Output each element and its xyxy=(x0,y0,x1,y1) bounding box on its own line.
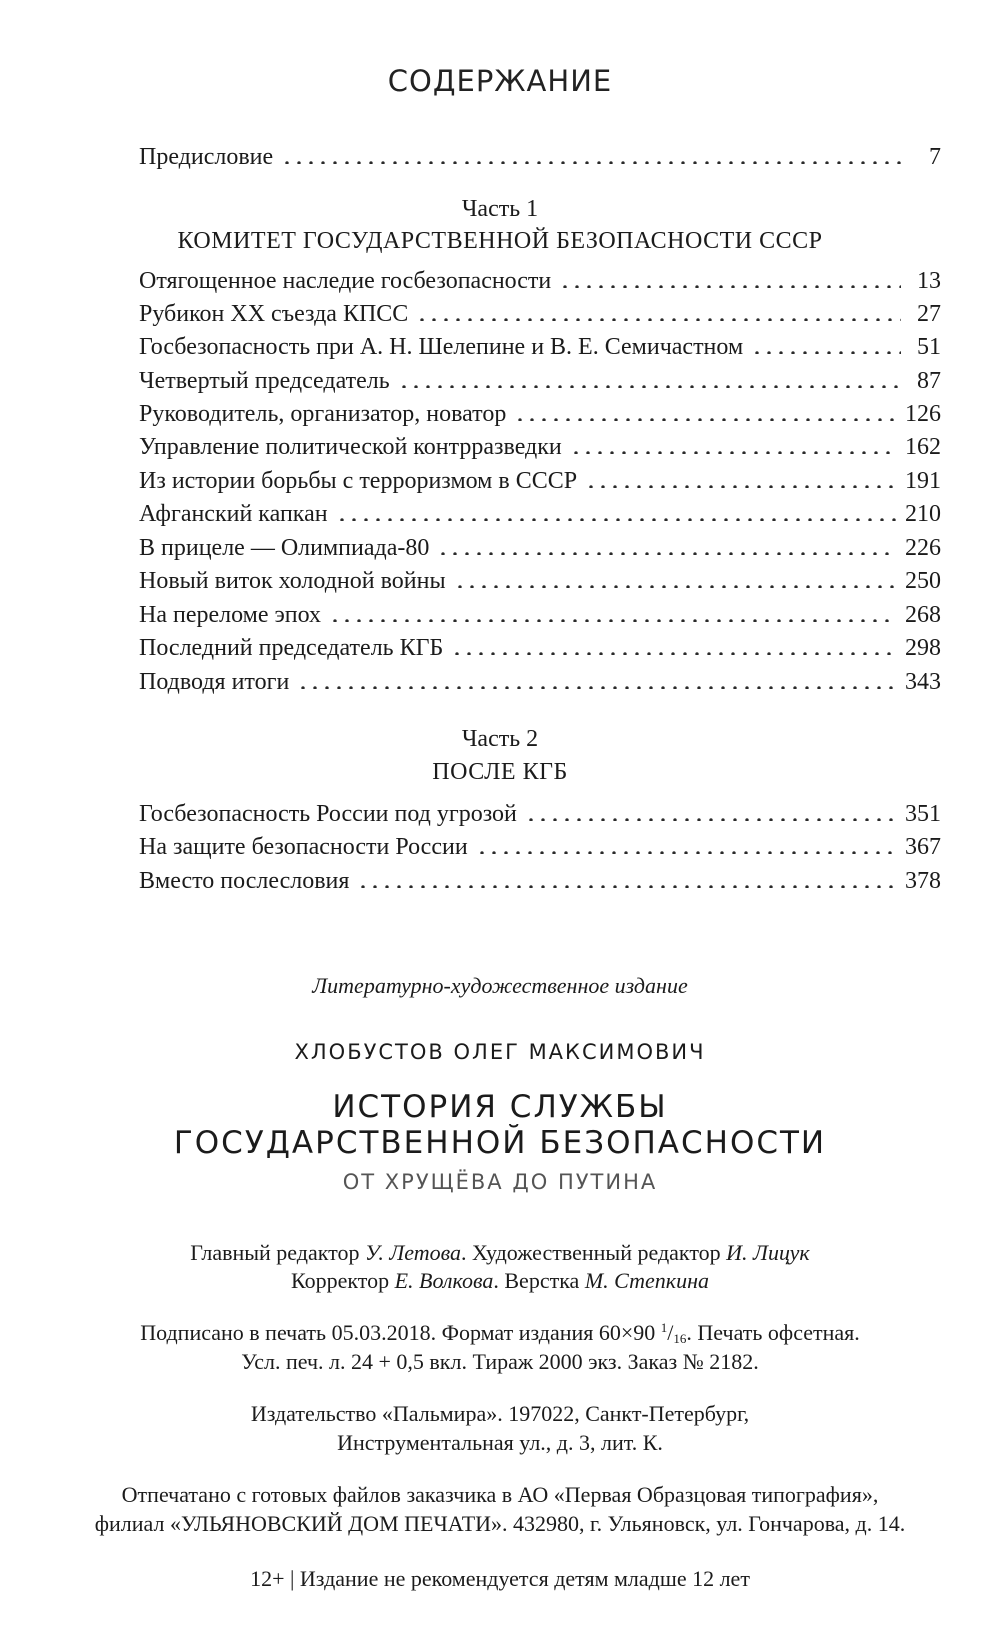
toc-entry-title: В прицеле — Олимпиада-80 xyxy=(139,535,430,561)
toc-entry-title: Руководитель, организатор, новатор xyxy=(139,401,507,427)
book-title-line1: ИСТОРИЯ СЛУЖБЫ xyxy=(332,1089,668,1125)
printer-line2: филиал «УЛЬЯНОВСКИЙ ДОМ ПЕЧАТИ». 432980, г. Ульяновск, ул. Гончарова, д. 14. xyxy=(94,1511,906,1536)
toc-entry xyxy=(139,568,941,602)
toc-entry-page: 51 xyxy=(917,334,941,360)
dot-leader xyxy=(357,870,897,888)
print-info-text-end: . Печать офсетная. xyxy=(686,1320,860,1345)
chief-editor-label: Главный редактор xyxy=(190,1240,360,1265)
toc-entry-title: Новый виток холодной войны xyxy=(139,568,446,594)
toc-entry-page: 298 xyxy=(905,635,941,661)
dot-leader xyxy=(336,503,897,521)
toc-entry xyxy=(139,368,941,402)
dot-leader xyxy=(398,370,901,388)
print-info-line1 xyxy=(0,1320,1000,1347)
toc-entry-title: На переломе эпох xyxy=(139,602,322,628)
toc-entry-title: Последний председатель КГБ xyxy=(139,635,444,661)
toc-entry-page: 162 xyxy=(905,434,941,460)
toc-entry-page: 268 xyxy=(905,602,941,628)
toc-entry xyxy=(139,602,941,636)
part1-label: Часть 1 xyxy=(461,196,539,222)
book-title-line2: ГОСУДАРСТВЕННОЙ БЕЗОПАСНОСТИ xyxy=(173,1125,827,1161)
part2-label: Часть 2 xyxy=(461,726,539,752)
toc-entry xyxy=(139,468,941,502)
art-editor-name: И. Лицук xyxy=(726,1240,810,1265)
toc-entry-title: Афганский капкан xyxy=(139,501,328,527)
format-denominator: 16 xyxy=(673,1331,687,1346)
toc-entry xyxy=(139,801,941,835)
age-rating-badge: 12+ xyxy=(250,1566,285,1591)
corrector-label: Корректор xyxy=(291,1268,390,1293)
dot-leader xyxy=(297,671,897,689)
toc-entry xyxy=(139,868,941,902)
corrector-name: Е. Волкова xyxy=(394,1268,494,1293)
dot-leader xyxy=(416,303,901,321)
toc-entry-page: 27 xyxy=(917,301,941,327)
toc-entry-title: Вместо послесловия xyxy=(139,868,350,894)
dot-leader xyxy=(570,436,897,454)
layout-person-name: М. Степкина xyxy=(584,1268,709,1293)
publisher-line1: Издательство «Пальмира». 197022, Санкт-Петербург, xyxy=(250,1401,750,1426)
toc-entry-page: 87 xyxy=(917,368,941,394)
genre-note: Литературно-художественное издание xyxy=(312,973,688,998)
toc-entry-page: 226 xyxy=(905,535,941,561)
dot-leader xyxy=(329,604,897,622)
toc-entry-page: 210 xyxy=(905,501,941,527)
editors-line1: Главный редактор У. Летова. Художественный редактор И. Лицук xyxy=(190,1240,810,1265)
toc-entry-title: Подводя итоги xyxy=(139,669,290,695)
toc-entry-page: 250 xyxy=(905,568,941,594)
layout-label: Верстка xyxy=(504,1268,580,1293)
toc-entry xyxy=(139,669,941,703)
toc-entry-page: 191 xyxy=(905,468,941,494)
toc-entry-title: Рубикон XX съезда КПСС xyxy=(139,301,409,327)
toc-entry-page: 7 xyxy=(929,144,941,170)
toc-entry-page: 367 xyxy=(905,834,941,860)
art-editor-label: Художественный редактор xyxy=(472,1240,721,1265)
dot-leader xyxy=(751,336,901,354)
toc-entry-page: 343 xyxy=(905,669,941,695)
format-slash: / xyxy=(667,1320,674,1345)
print-info-text: Подписано в печать 05.03.2018. Формат издания 60×90 xyxy=(140,1320,656,1345)
part2-title: ПОСЛЕ КГБ xyxy=(432,759,568,785)
dot-leader xyxy=(454,570,897,588)
book-subtitle: ОТ ХРУЩЁВА ДО ПУТИНА xyxy=(342,1170,658,1194)
toc-entry xyxy=(139,535,941,569)
toc-entry xyxy=(139,501,941,535)
toc-entry xyxy=(139,268,941,302)
editors-line2: Корректор Е. Волкова. Верстка М. Степкина xyxy=(291,1268,709,1293)
dot-leader xyxy=(281,146,901,164)
dot-leader xyxy=(476,836,897,854)
publisher-line2: Инструментальная ул., д. 3, лит. К. xyxy=(337,1430,663,1455)
toc-entry-title: На защите безопасности России xyxy=(139,834,468,860)
toc-entry xyxy=(139,834,941,868)
toc-entry-title: Госбезопасность России под угрозой xyxy=(139,801,517,827)
format-numerator: 1 xyxy=(660,1320,668,1335)
age-separator: | xyxy=(289,1566,295,1591)
toc-entry-page: 378 xyxy=(905,868,941,894)
toc-entry xyxy=(139,434,941,468)
toc-entry-page: 13 xyxy=(917,268,941,294)
toc-entry-preface xyxy=(139,144,941,178)
dot-leader xyxy=(451,637,897,655)
dot-leader xyxy=(437,537,897,555)
dot-leader xyxy=(585,470,897,488)
chief-editor-name: У. Летова xyxy=(364,1240,462,1265)
dot-leader xyxy=(559,270,901,288)
printer-line1: Отпечатано с готовых файлов заказчика в АО «Первая Образцовая типография», xyxy=(121,1482,879,1507)
toc-entry-page: 351 xyxy=(905,801,941,827)
dot-leader xyxy=(514,403,897,421)
toc-entry xyxy=(139,334,941,368)
toc-entry xyxy=(139,635,941,669)
part1-title: КОМИТЕТ ГОСУДАРСТВЕННОЙ БЕЗОПАСНОСТИ СССР xyxy=(177,228,823,254)
toc-entry xyxy=(139,401,941,435)
toc-entry-page: 126 xyxy=(905,401,941,427)
toc-entry-title: Госбезопасность при А. Н. Шелепине и В. Е. Семичастном xyxy=(139,334,744,360)
toc-entry-title: Четвертый председатель xyxy=(139,368,390,394)
age-rating-line xyxy=(0,1566,1000,1592)
age-rating-note: Издание не рекомендуется детям младше 12 лет xyxy=(299,1566,750,1591)
toc-entry-title: Управление политической контрразведки xyxy=(139,434,562,460)
toc-entry-title: Из истории борьбы с терроризмом в СССР xyxy=(139,468,578,494)
author-name: ХЛОБУСТОВ ОЛЕГ МАКСИМОВИЧ xyxy=(294,1040,706,1064)
toc-entry-title: Отягощенное наследие госбезопасности xyxy=(139,268,552,294)
dot-leader xyxy=(525,803,897,821)
toc-title: СОДЕРЖАНИЕ xyxy=(387,64,613,98)
toc-entry xyxy=(139,301,941,335)
toc-entry-title: Предисловие xyxy=(139,144,274,170)
print-info-line2: Усл. печ. л. 24 + 0,5 вкл. Тираж 2000 экз. Заказ № 2182. xyxy=(241,1349,759,1374)
